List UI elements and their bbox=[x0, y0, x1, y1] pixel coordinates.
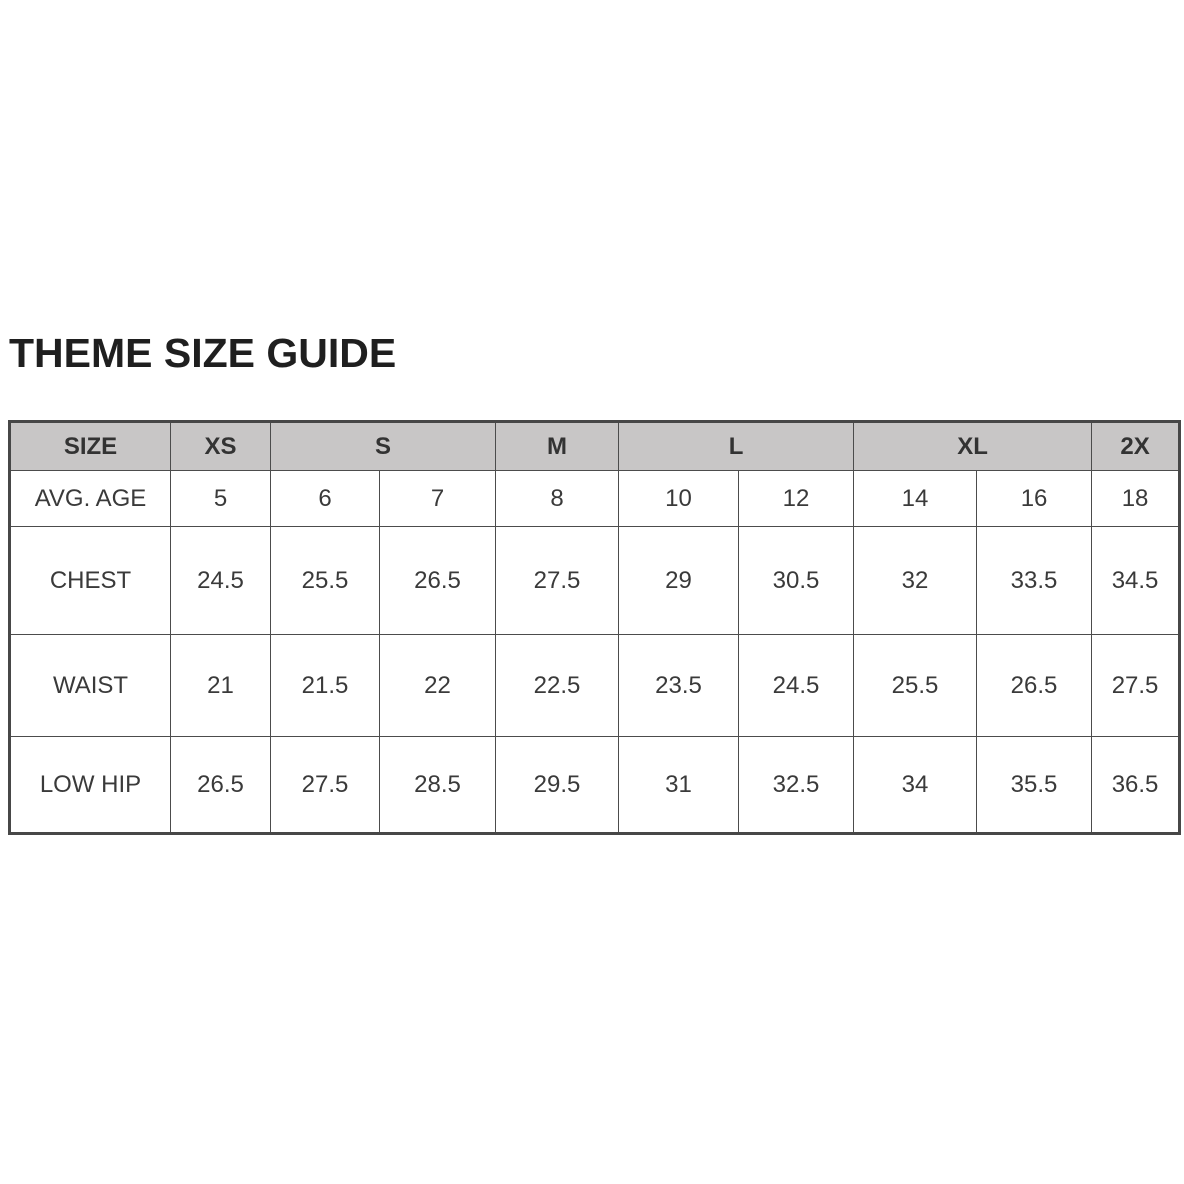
value-cell: 26.5 bbox=[977, 635, 1092, 737]
table-row-waist bbox=[10, 635, 1180, 737]
value-cell: 25.5 bbox=[271, 527, 380, 635]
row-label-chest: CHEST bbox=[10, 527, 171, 635]
value-cell: 16 bbox=[977, 471, 1092, 527]
value-cell: 26.5 bbox=[380, 527, 496, 635]
value-cell: 21 bbox=[171, 635, 271, 737]
value-cell: 36.5 bbox=[1092, 737, 1180, 834]
value-cell: 31 bbox=[619, 737, 739, 834]
header-row bbox=[10, 422, 1180, 471]
value-cell: 24.5 bbox=[739, 635, 854, 737]
table-row-avg-age bbox=[10, 471, 1180, 527]
value-cell: 33.5 bbox=[977, 527, 1092, 635]
table-row-low-hip bbox=[10, 737, 1180, 834]
value-cell: 10 bbox=[619, 471, 739, 527]
value-cell: 29.5 bbox=[496, 737, 619, 834]
value-cell: 22 bbox=[380, 635, 496, 737]
row-label-waist: WAIST bbox=[10, 635, 171, 737]
value-cell: 34 bbox=[854, 737, 977, 834]
value-cell: 34.5 bbox=[1092, 527, 1180, 635]
value-cell: 5 bbox=[171, 471, 271, 527]
header-cell-s: S bbox=[271, 422, 496, 471]
value-cell: 12 bbox=[739, 471, 854, 527]
page-title: THEME SIZE GUIDE bbox=[9, 330, 397, 376]
value-cell: 27.5 bbox=[271, 737, 380, 834]
header-cell-2x: 2X bbox=[1092, 422, 1180, 471]
value-cell: 26.5 bbox=[171, 737, 271, 834]
row-label-low-hip: LOW HIP bbox=[10, 737, 171, 834]
header-cell-size: SIZE bbox=[10, 422, 171, 471]
value-cell: 7 bbox=[380, 471, 496, 527]
value-cell: 22.5 bbox=[496, 635, 619, 737]
value-cell: 32.5 bbox=[739, 737, 854, 834]
value-cell: 6 bbox=[271, 471, 380, 527]
row-label-avg-age: AVG. AGE bbox=[10, 471, 171, 527]
value-cell: 27.5 bbox=[1092, 635, 1180, 737]
value-cell: 28.5 bbox=[380, 737, 496, 834]
value-cell: 30.5 bbox=[739, 527, 854, 635]
value-cell: 24.5 bbox=[171, 527, 271, 635]
value-cell: 14 bbox=[854, 471, 977, 527]
value-cell: 32 bbox=[854, 527, 977, 635]
header-cell-m: M bbox=[496, 422, 619, 471]
value-cell: 8 bbox=[496, 471, 619, 527]
value-cell: 29 bbox=[619, 527, 739, 635]
value-cell: 27.5 bbox=[496, 527, 619, 635]
value-cell: 18 bbox=[1092, 471, 1180, 527]
value-cell: 25.5 bbox=[854, 635, 977, 737]
value-cell: 23.5 bbox=[619, 635, 739, 737]
header-cell-l: L bbox=[619, 422, 854, 471]
value-cell: 35.5 bbox=[977, 737, 1092, 834]
header-cell-xl: XL bbox=[854, 422, 1092, 471]
size-guide-table bbox=[8, 420, 1181, 835]
value-cell: 21.5 bbox=[271, 635, 380, 737]
header-cell-xs: XS bbox=[171, 422, 271, 471]
table-row-chest bbox=[10, 527, 1180, 635]
